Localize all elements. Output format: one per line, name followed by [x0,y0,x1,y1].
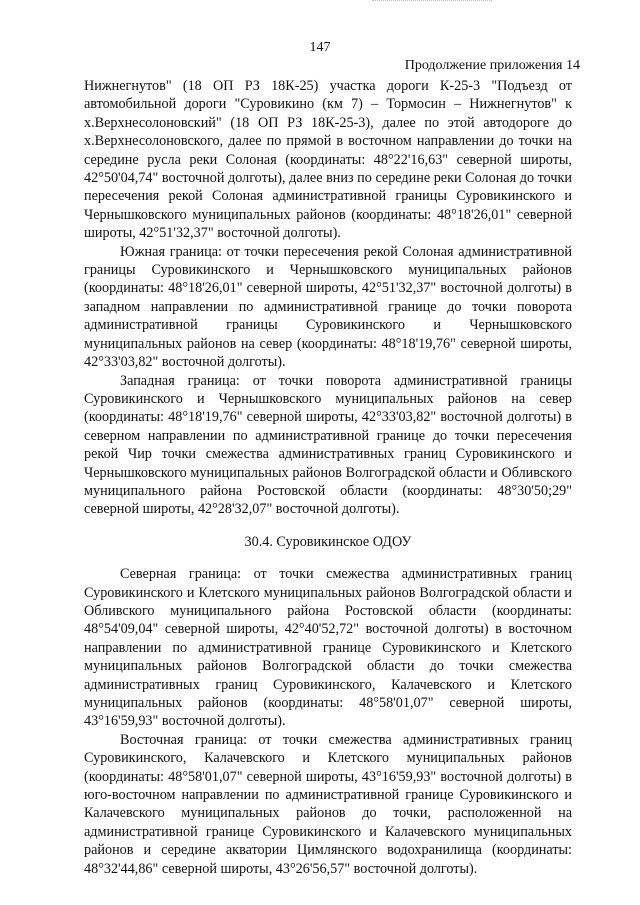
section-heading: 30.4. Суровикинское ОДОУ [244,533,412,550]
paragraph-east-border: Восточная граница: от точки смежества административных границ Суровикинского, Калачевского и Клетского муниципальных районов (координаты: 48°58'01,07" северной широты, 43°16'59,93" восточной долготы) в юго-восточном направлении по административной границе Суровикинского и Калачевского муниципальных районов до точки, расположенной на административной границе Суровикинского и Калачевского муниципальных районов и середине акватории Цимлянского водохранилища (координаты: 48°32'44,86" северной широты, 43°26'56,57" восточной долготы). [84,731,572,877]
page-number: 147 [309,40,331,55]
paragraph-west-border: Западная граница: от точки поворота административной границы Суровикинского и Чернышковского муниципальных районов на север (координаты: 48°18'19,76" северной широты, 42°33'03,82" восточной долготы) в северном направлении по административной границе до точки пересечения рекой Чир точки смежества административных границ Суровикинского и Чернышковского муниципальных районов Волгоградской области и Обливского муниципального района Ростовской области (координаты: 48°30'50;29" северной широты, 42°28'32,07" восточной долготы). [84,372,572,518]
scan-edge-line [372,0,492,2]
document-body [84,77,572,878]
appendix-continuation-label: Продолжение приложения 14 [404,58,580,73]
paragraph-north-border: Северная граница: от точки смежества административных границ Суровикинского и Клетского муниципальных районов Волгоградской области и Обливского муниципального района Ростовской области (координаты: 48°54'09,04" северной широты, 42°40'52,72" восточной долготы) в восточном направлении по административной границе Суровикинского и Клетского муниципальных районов Волгоградской области до точки смежества административных границ Суровикинского, Калачевского и Клетского муниципальных районов (координаты: 48°58'01,07" северной широты, 43°16'59,93" восточной долготы). [84,566,572,730]
paragraph-south-border: Южная граница: от точки пересечения рекой Солоная административной границы Суровикинского и Чернышковского муниципальных районов (координаты: 48°18'26,01" северной широты, 42°51'32,37" восточной долготы) в западном направлении по административной границе до точки поворота административной границы Суровикинского и Чернышковского муниципальных районов на север (координаты: 48°18'19,76" северной широты, 42°33'03,82" восточной долготы). [84,243,572,371]
paragraph-continuation: Нижнегнутов" (18 ОП РЗ 18К-25) участка дороги К-25-3 "Подъезд от автомобильной дороги "Суровикино (км 7) – Тормосин – Нижнегнутов" к х.Верхнесолоновский" (18 ОП РЗ 18К-25-3), далее по этой автодороге до х.Верхнесолоновского, далее по прямой в восточном направлении до точки на середине русла реки Солоная (координаты: 48°22'16,63" северной широты, 42°50'04,74" восточной долготы), далее вниз по середине реки Солоная до точки пересечения рекой Солоная административной границы Суровикинского и Чернышковского муниципальных районов (координаты: 48°18'26,01" северной широты, 42°51'32,37" восточной долготы). [84,78,572,242]
